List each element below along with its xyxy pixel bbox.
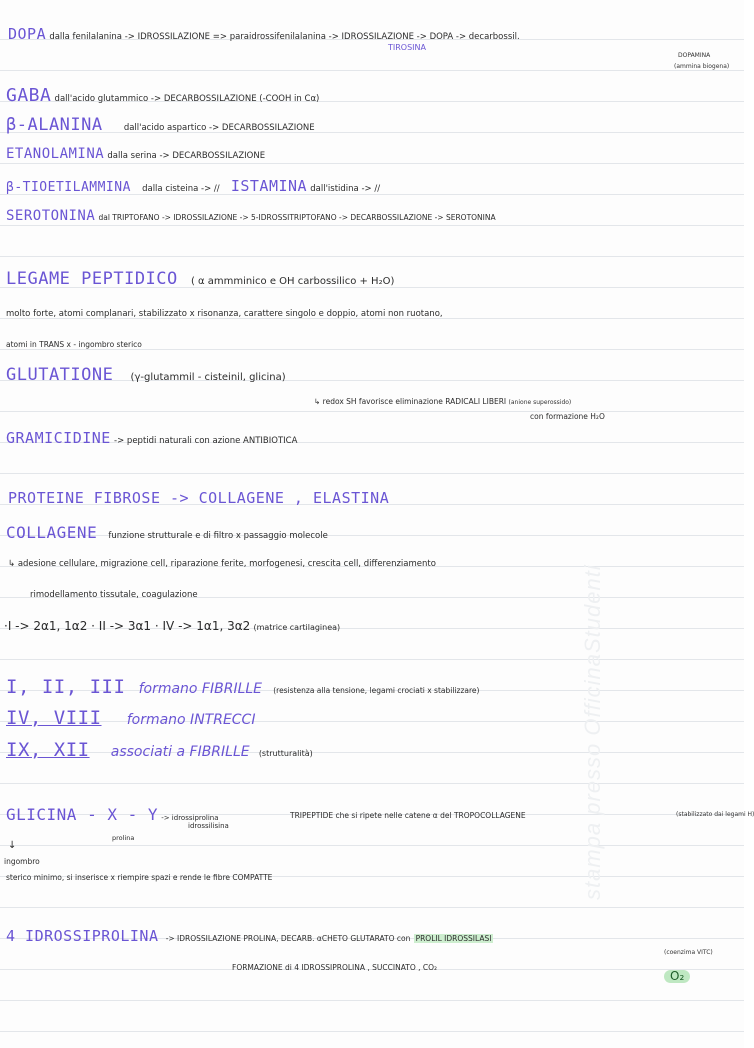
legame-line1: molto forte, atomi complanari, stabilizzato x risonanza, carattere singolo e doppio, atomi non ruotano, [6, 309, 443, 319]
o2-label [664, 970, 690, 983]
fibrille-row3-note: (strutturalità) [258, 749, 313, 758]
gaba-text: dall'acido glutammico -> DECARBOSSILAZIONE (-COOH in Cα) [54, 94, 320, 104]
dopa-title: DOPA [8, 25, 47, 43]
enzyme-note: (coenzima VITC) [664, 949, 713, 956]
dopamina-note: (ammina biogena) [674, 63, 730, 70]
glutatione-note [314, 398, 571, 407]
watermark: stampa presso OfficinaStudenti [580, 564, 605, 900]
fibrille-row1-title: I, II, III [6, 676, 126, 698]
balanina-row [6, 116, 315, 135]
glicina-title: GLICINA - X - Y [6, 805, 158, 824]
legame-row [6, 270, 394, 289]
gaba-row [6, 86, 319, 106]
dopamina-label: DOPAMINA [678, 52, 711, 59]
collagene-types-row [4, 620, 340, 633]
glicina-arrow-text: -> idrossiprolina [161, 814, 219, 822]
serotonina-row [6, 209, 496, 224]
istamina-title: ISTAMINA [230, 177, 308, 195]
fibrille-row2 [6, 708, 255, 729]
fibrille-row3-title: IX, XII [6, 739, 90, 761]
glicina-row [6, 806, 219, 824]
glutatione-note-small: (anione superossido) [508, 399, 572, 406]
collagene-line2: rimodellamento tissutale, coagulazione [30, 590, 198, 600]
glutatione-note-text: ↳ redox SH favorisce eliminazione RADICALI LIBERI [314, 397, 507, 406]
collagene-title: COLLAGENE [6, 523, 98, 542]
etanolamina-row [6, 147, 265, 162]
glutatione-note2: con formazione H₂O [530, 412, 605, 421]
glicina-line2: sterico minimo, si inserisce x riempire spazi e rende le fibre COMPATTE [6, 873, 273, 882]
glicina-arrow-text2: idrossilisina [188, 822, 229, 830]
glicina-text: TRIPEPTIDE che si ripete nelle catene α del TROPOCOLLAGENE [290, 811, 526, 820]
btioetilammina-text: dalla cisteina -> // [142, 184, 220, 194]
fibrille-row3 [6, 740, 313, 761]
dopa-row [8, 26, 520, 43]
collagene-line1: ↳ adesione cellulare, migrazione cell, riparazione ferite, morfogenesi, crescita cell, differenziamento [8, 559, 436, 569]
gramicidine-text: -> peptidi naturali con azione ANTIBIOTICA [114, 436, 298, 446]
etanolamina-title: ETANOLAMINA [6, 146, 105, 162]
collagene-text: funzione strutturale e di filtro x passaggio molecole [108, 531, 328, 541]
idrossiprolina-text: -> IDROSSILAZIONE PROLINA, DECARB. αCHETO GLUTARATO con [165, 934, 411, 943]
balanina-text: dall'acido aspartico -> DECARBOSSILAZIONE [123, 123, 315, 133]
serotonina-text: dal TRIPTOFANO -> IDROSSILAZIONE -> 5-IDROSSITRIPTOFANO -> DECARBOSSILAZIONE -> SEROTONINA [98, 213, 496, 222]
btioetilammina-title: β-TIOETILAMMINA [6, 180, 131, 195]
tirosina-label: TIROSINA [388, 43, 426, 52]
fibrille-row1-note: (resistenza alla tensione, legami crociati x stabilizzare) [273, 686, 480, 695]
balanina-title: β-ALANINA [6, 115, 103, 135]
glutatione-title: GLUTATIONE [6, 365, 114, 385]
fibrille-row2-text: formano INTRECCI [126, 712, 256, 728]
fibrille-row1 [6, 677, 479, 698]
btioetilammina-row [6, 178, 380, 195]
collagene-row [6, 524, 328, 542]
glutatione-text: (γ-glutammil - cisteinil, glicina) [130, 372, 286, 383]
legame-title: LEGAME PEPTIDICO [6, 269, 178, 289]
enzyme-label: PROLIL IDROSSILASI [415, 934, 492, 943]
o2-stamp: O₂ [664, 970, 690, 983]
legame-text: ( α ammminico e OH carbossilico + H₂O) [190, 276, 395, 287]
glicina-note: (stabilizzato dai legami H) [676, 811, 754, 818]
fibrille-row1-text: formano FIBRILLE [138, 681, 263, 697]
serotonina-title: SEROTONINA [6, 208, 96, 224]
glutatione-row [6, 366, 286, 385]
idrossiprolina-row [6, 928, 493, 945]
fibrille-row3-text: associati a FIBRILLE [110, 744, 250, 760]
istamina-text: dall'istidina -> // [310, 184, 381, 194]
gramicidine-title: GRAMICIDINE [6, 429, 111, 447]
gramicidine-row [6, 430, 297, 447]
proteine-title: PROTEINE FIBROSE -> COLLAGENE , ELASTINA [8, 489, 390, 507]
gaba-title: GABA [6, 85, 52, 106]
collagene-types-note: (matrice cartilaginea) [253, 623, 341, 632]
collagene-types: ·I -> 2α1, 1α2 · II -> 3α1 · IV -> 1α1, 3α2 [4, 619, 251, 633]
prolina-label: prolina [112, 834, 135, 842]
ingombro-label: ingombro [4, 857, 40, 866]
legame-line2: atomi in TRANS x - ingombro sterico [6, 340, 142, 349]
dopa-text: dalla fenilalanina -> IDROSSILAZIONE => paraidrossifenilalanina -> IDROSSILAZIONE -> DOPA -> decarbossil. [49, 32, 520, 42]
fibrille-row2-title: IV, VIII [6, 707, 102, 729]
glicina-down-arrow: ↓ [8, 840, 17, 851]
idrossiprolina-title: 4 IDROSSIPROLINA [6, 927, 159, 945]
etanolamina-text: dalla serina -> DECARBOSSILAZIONE [107, 151, 266, 161]
idrossiprolina-line2: FORMAZIONE di 4 IDROSSIPROLINA , SUCCINATO , CO₂ [232, 963, 438, 972]
